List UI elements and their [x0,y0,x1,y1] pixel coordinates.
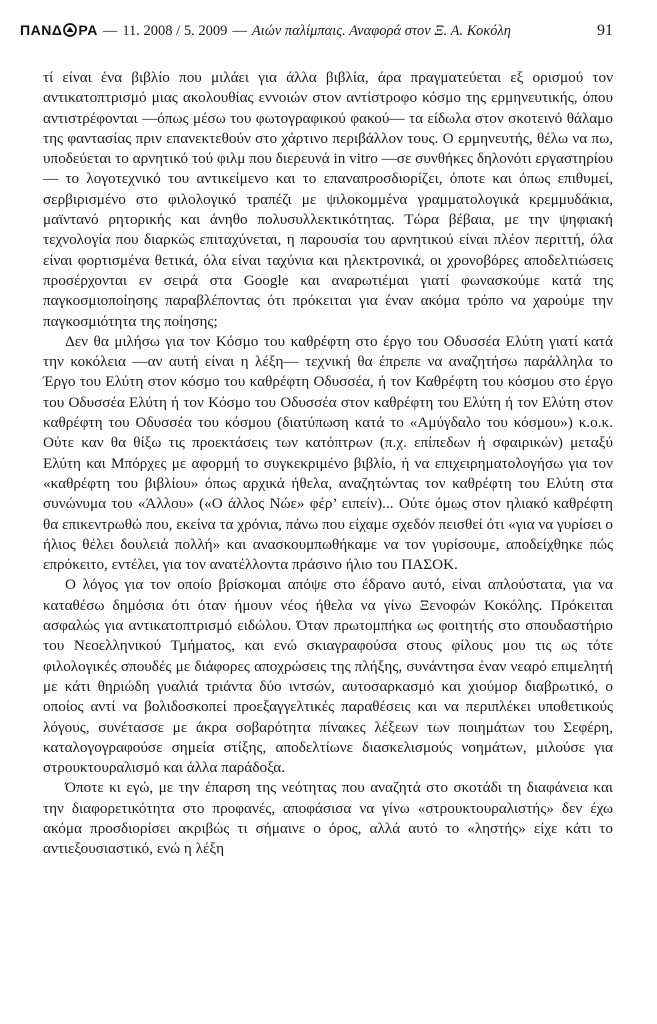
running-header [20,22,613,50]
header-dash: — [102,23,118,39]
header-left [20,22,511,40]
paragraph: τί είναι ένα βιβλίο που μιλάει για άλλα βιβλία, άρα πραγματεύεται εξ ορισμού τον αντικατοπτρισμό μιας ακολουθίας εννοιών στον αντίστροφο κόσμο της ερμηνευτικής, όπου αντιστρέφονται —όπως μέσω του φωτογραφικού φακού— τα είδωλα στον σκοτεινό θάλαμο της φαντασίας πριν επανεκτεθούν στο χάρτινο περιβάλλον τους. Ο ερμηνευτής, θέλω να πω, υποδεύεται το αρνητικό τού φιλμ που διερευνά in vitro —σε συνθήκες δηλονότι εργαστηρίου— το λογοτεχνικό του αντικείμενο και το επαναπροσδιορίζει, όποτε και όπως επιθυμεί, σερβιρισμένο στο φιλολογικό τραπέζι με ψιλοκομμένα γραμματολογικά κρεμμυδάκια, μαϊντανό ρητορικής και άνηθο πολυσυλλεκτικότητας. Τώρα βέβαια, με την ψηφιακή τεχνολογία που διαρκώς επιταχύνεται, η παρουσία του αρνητικού είναι πλέον περιττή, όλα είναι φορτισμένα θετικά, όλα είναι ταχύνια και ηλεκτρονικά, οι χρονοβόρες αποδελτιώσεις προσέρχονται εν σειρά στα Google και αναρωτιέμαι γιατί φωνασκούμε κατά της παγκοσμιοποίησης παραβλέποντας ότι πρόκειται για έναν ακόμα τρόπο να χαρούμε την παγκοσμιότητα της ποίησης; [43,69,613,330]
page-number: 91 [597,22,613,39]
header-dash-2: — [232,23,247,39]
header-title: Αιών παλίμπαις. Αναφορά στον Ξ. Α. Κοκόλη [251,23,511,39]
journal-logo: ΠΑΝΔ ΡΑ [20,22,98,38]
header-issue: 11. 2008 / 5. 2009 [122,23,228,39]
body-text [43,68,613,860]
pandora-logo-icon [63,23,77,37]
paragraph: Όποτε κι εγώ, με την έπαρση της νεότητας που αναζητά στο σκοτάδι τη διαφάνεια και την διαφορετικότητα στο προφανές, αποφάσισα να γίνω «στρουκτουραλιστής» δεν έχω ακόμα προσδιορίσει ακριβώς τι σήμαινε ο όρος, αλλά αυτό το «ληστής» είχε κάτι το αντιεξουσιαστικό, ενώ η λέξη [43,779,613,858]
paragraph: Δεν θα μιλήσω για τον Κόσμο του καθρέφτη στο έργο του Οδυσσέα Ελύτη γιατί κατά την κοκόλεια —αν αυτή είναι η λέξη— τεχνική θα έπρεπε να αναζητήσω παράλληλα το Έργο του Ελύτη στον κόσμο του καθρέφτη Οδυσσέα, ή τον Καθρέφτη του κόσμου στο έργο του Οδυσσέα Ελύτη ή τον Κόσμο του Οδυσσέα στον καθρέφτη του Ελύτη ή τον Ελύτη στον καθρέφτη του Οδυσσέα του κόσμου (διατύπωση κατά το «Αμύγδαλο του κόσμου») κ.ο.κ. Ούτε καν θα θίξω τις προεκτάσεις των κατόπτρων (π.χ. επίπεδων ή σφαιρικών) μεταξύ Ελύτη και Μπόρχες με αφορμή το συγκεκριμένο βιβλίο, ή να επιχειρηματολογήσω για τον «καθρέφτη του βιβλίου» όπως αρχικά ήθελα, αναζητώντας τον καθρέφτη του Ελύτη στα συνώνυμα του «Άλλου» («Ο άλλος Νώε» φέρ’ ειπείν)... Ούτε όμως στον ηλιακό καθρέφτη θα επικεντρωθώ που, εκείνα τα χρόνια, πάνω που είχαμε σχεδόν πεισθεί ότι «για να γυρίσει ο ήλιος θέλει δουλειά πολλή» και ανασκουμπωθήκαμε να τον γυρίσουμε, αποδείχθηκε πώς επρόκειτο, εντέλει, για τον ανατέλλοντα πράσινο ήλιο του ΠΑΣΟΚ. [43,332,613,574]
paragraph: Ο λόγος για τον οποίο βρίσκομαι απόψε στο έδρανο αυτό, είναι απλούστατα, για να καταθέσω δημόσια ότι όταν ήμουν νέος ήθελα να γίνω Ξενοφών Κοκόλης. Πρόκειται ασφαλώς για αντικατοπτρισμό ειδώλου. Όταν πρωτομπήκα ως φοιτητής στο σπουδαστήριο του Νεοελληνικού Τμήματος, και ενώ σκιαγραφούσα στους φίλους μου τις ως τότε φιλολογικές σπουδές με διάφορες αποχρώσεις της πλήξης, συνάντησα έναν νεαρό επιμελητή με κάτι θηριώδη γυαλιά τριάντα δύο ιντσών, αυτοσαρκασμό και χιούμορ διαβρωτικό, ο οποίος αντί να βολιδοσκοπεί προεξαγγελτικές παραθέσεις και να περιπλέκει υποθετικούς λόγους, συνέτασσε με άκρα σοβαρότητα πίνακες λέξεων των ποιημάτων του Σεφέρη, καταλογογραφούσε σημεία στίξης, αποδελτίωνε διασκελισμούς νοημάτων, μιλούσε για στρουκτουραλισμό και άλλα παράδοξα. [43,576,613,777]
